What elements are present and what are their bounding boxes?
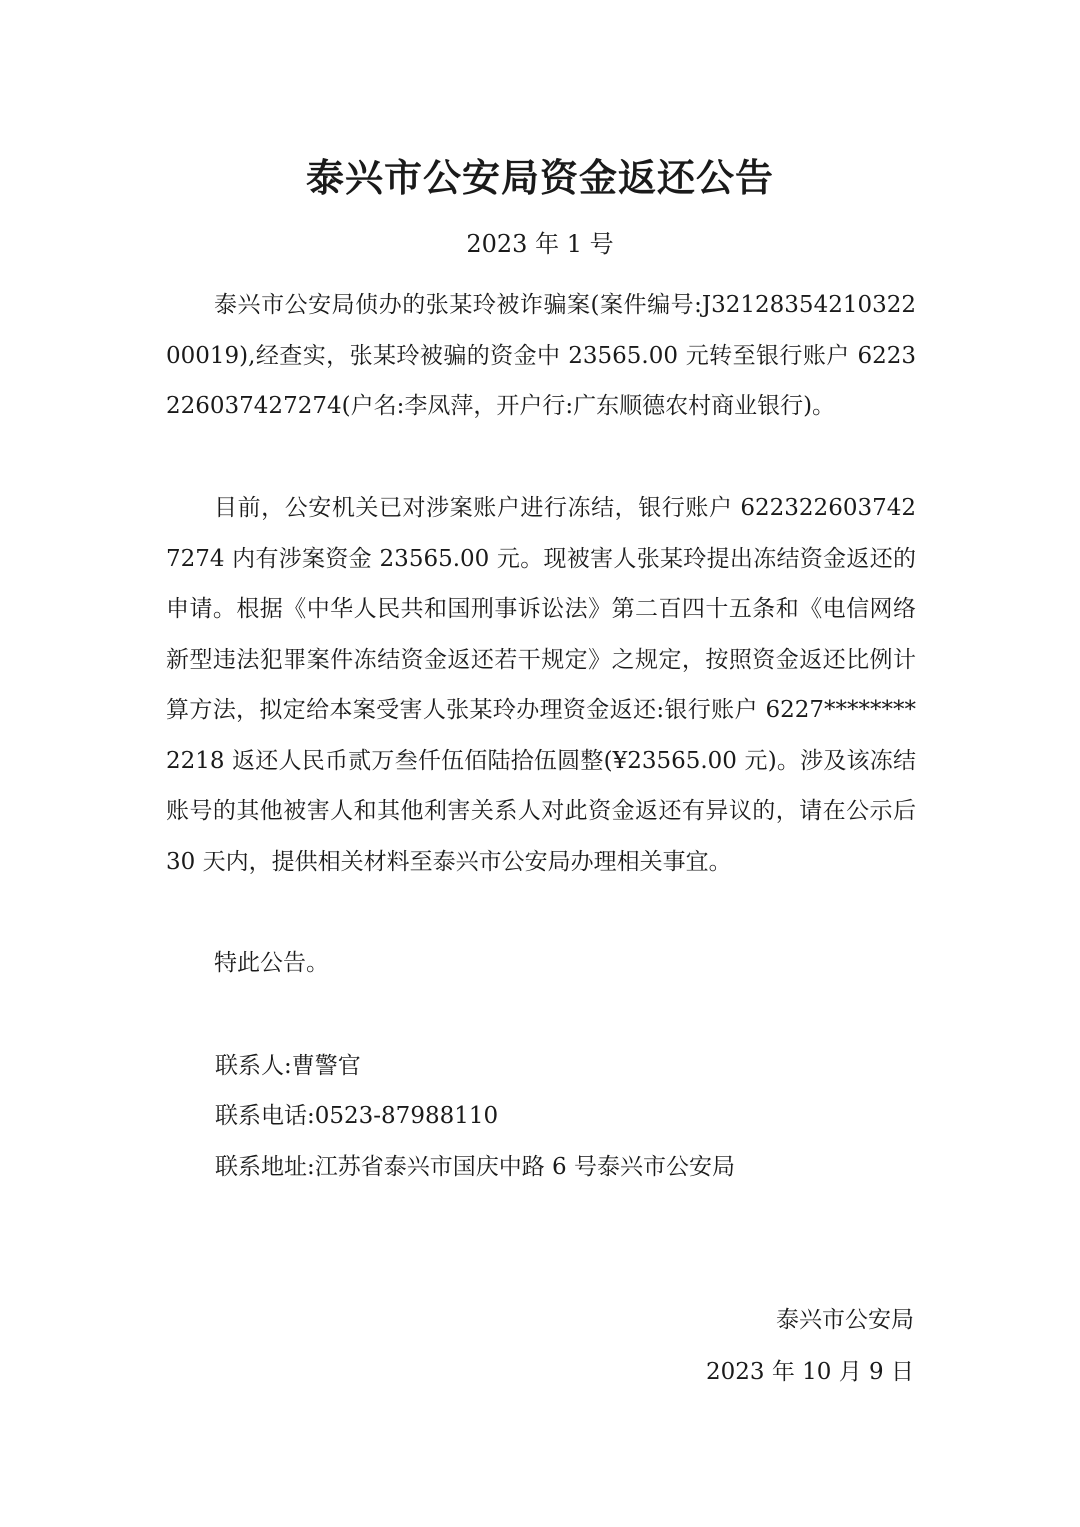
contact-phone: 联系电话:0523-87988110 (215, 1103, 499, 1129)
document-title: 泰兴市公安局资金返还公告 (305, 156, 774, 200)
contact-person: 联系人:曹警官 (215, 1053, 361, 1079)
paragraph-refund-details: 目前，公安机关已对涉案账户进行冻结，银行账户 6223226037427274 内有涉案资金 23565.00 元。现被害人张某玲提出冻结资金返还的申请。根据《中华人民共和国刑事诉讼法》第二百四十五条和《电信网络新型违法犯罪案件冻结资金返还若干规定》之规定，按照资金返还比例计算方法，拟定给本案受害人张某玲办理资金返还:银行账户 6227********2218 返还人民币贰万叁仟伍佰陆拾伍圆整(¥23565.00 元)。涉及该冻结账号的其他被害人和其他利害关系人对此资金返还有异议的，请在公示后 30 天内，提供相关材料至泰兴市公安局办理相关事宜。 (166, 495, 916, 875)
signature-date: 2023 年 10 月 9 日 (706, 1359, 914, 1385)
paragraph-closing: 特此公告。 (214, 950, 329, 976)
contact-address: 联系地址:江苏省泰兴市国庆中路 6 号泰兴市公安局 (215, 1154, 736, 1180)
paragraph-case-info: 泰兴市公安局侦办的张某玲被诈骗案(案件编号:J3212835421032200019),经查实，张某玲被骗的资金中 23565.00 元转至银行账户 6223226037427274(户名:李凤萍，开户行:广东顺德农村商业银行)。 (166, 292, 916, 419)
signature-organization: 泰兴市公安局 (776, 1307, 914, 1333)
document-number: 2023 年 1 号 (466, 230, 614, 258)
